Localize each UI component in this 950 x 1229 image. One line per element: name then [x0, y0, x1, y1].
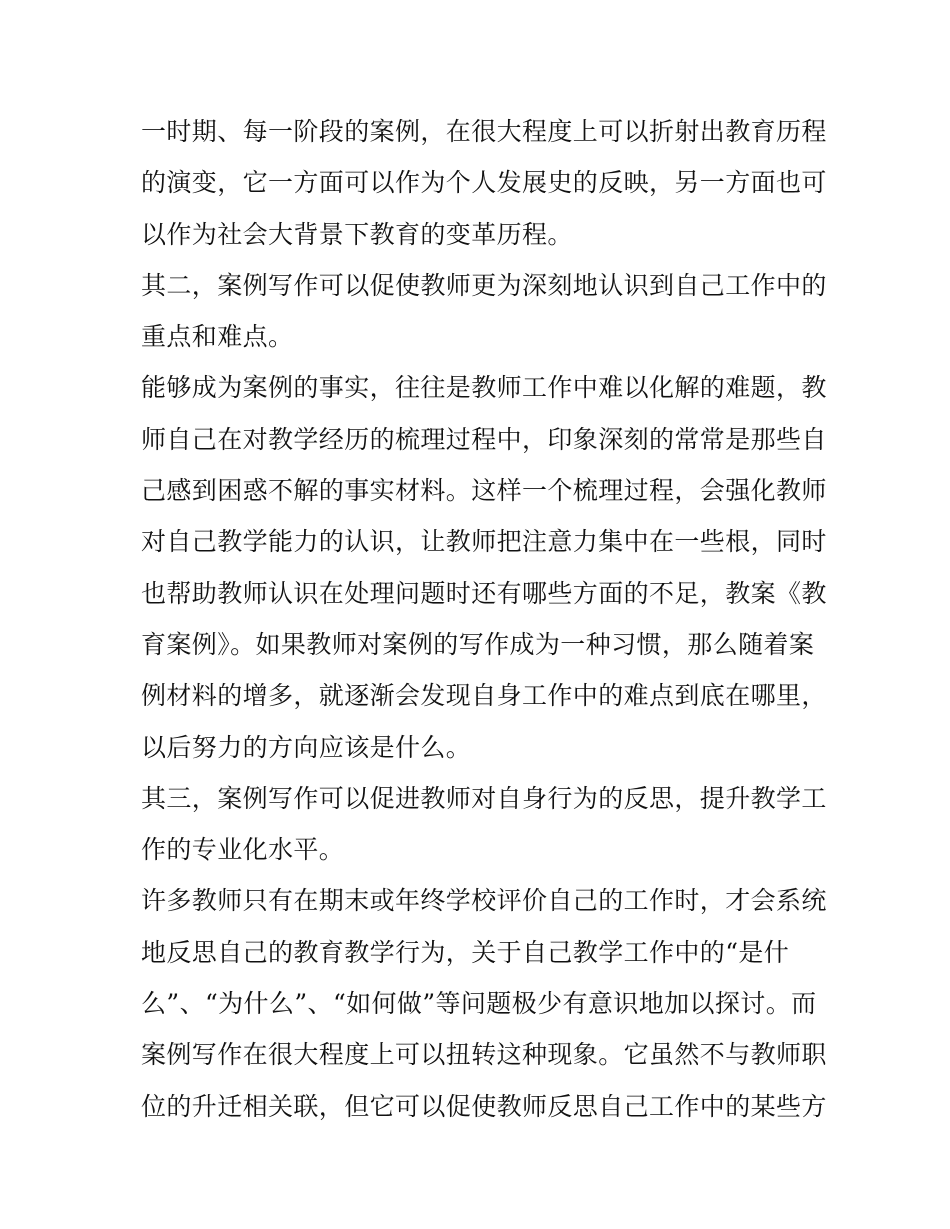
text-line: 师自己在对教学经历的梳理过程中，印象深刻的常常是那些自 — [141, 424, 827, 454]
text-line: 以作为社会大背景下教育的变革历程。 — [141, 219, 573, 249]
text-line: 位的升迁相关联，但它可以促使教师反思自己工作中的某些方 — [141, 1091, 827, 1121]
text-line: 重点和难点。 — [141, 322, 294, 352]
document-body — [141, 106, 827, 1132]
text-line: 对自己教学能力的认识，让教师把注意力集中在一些根，同时 — [141, 527, 827, 557]
text-line: 作的专业化水平。 — [141, 835, 345, 865]
text-line: 育案例》。如果教师对案例的写作成为一种习惯，那么随着案 — [141, 629, 815, 659]
text-line: 许多教师只有在期末或年终学校评价自己的工作时，才会系统 — [141, 886, 827, 916]
text-line: 其三，案例写作可以促进教师对自身行为的反思，提升教学工 — [141, 783, 827, 813]
text-line: 的演变，它一方面可以作为个人发展史的反映，另一方面也可 — [141, 168, 827, 198]
text-line: 么”、“为什么”、“如何做”等问题极少有意识地加以探讨。而 — [141, 989, 817, 1019]
text-line: 己感到困惑不解的事实材料。这样一个梳理过程，会强化教师 — [141, 476, 827, 506]
text-line: 其二，案例写作可以促使教师更为深刻地认识到自己工作中的 — [141, 270, 827, 300]
text-line: 以后努力的方向应该是什么。 — [141, 732, 472, 762]
text-line: 能够成为案例的事实，往往是教师工作中难以化解的难题，教 — [141, 373, 827, 403]
text-line: 案例写作在很大程度上可以扭转这种现象。它虽然不与教师职 — [141, 1040, 827, 1070]
text-line: 地反思自己的教育教学行为，关于自己教学工作中的“是什 — [141, 937, 790, 967]
text-line: 一时期、每一阶段的案例，在很大程度上可以折射出教育历程 — [141, 117, 827, 146]
text-line: 也帮助教师认识在处理问题时还有哪些方面的不足，教案《教 — [141, 578, 827, 608]
text-line: 例材料的增多，就逐渐会发现自身工作中的难点到底在哪里， — [141, 681, 827, 711]
